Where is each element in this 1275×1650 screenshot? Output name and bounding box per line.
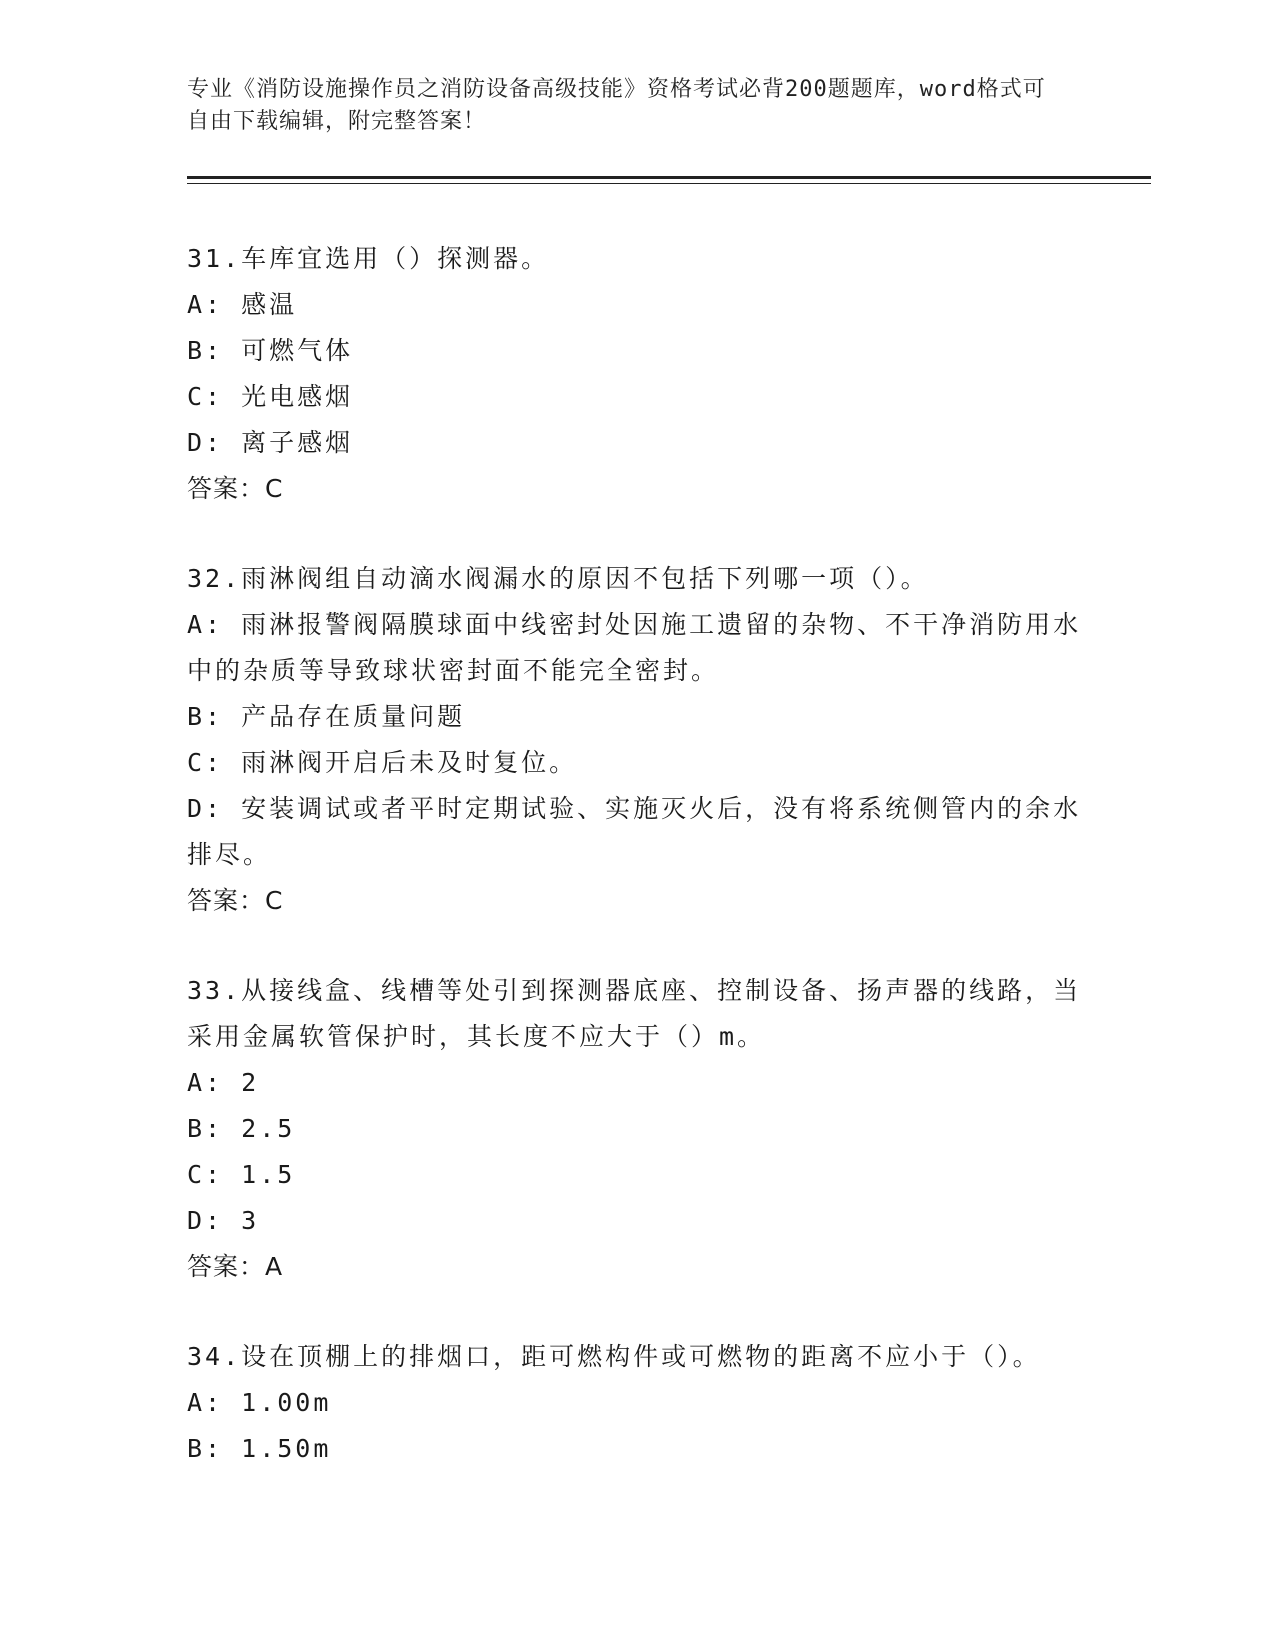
- question-stem: 34.设在顶棚上的排烟口，距可燃构件或可燃物的距离不应小于（）。: [187, 1342, 1041, 1371]
- option-a: A: 1.00m: [187, 1388, 332, 1417]
- option-a: A: 感温: [187, 290, 298, 319]
- question-33: [187, 968, 1087, 1290]
- option-b: B: 2.5: [187, 1114, 296, 1143]
- answer: 答案：C: [187, 474, 284, 503]
- question-list: [187, 236, 1087, 1516]
- answer: 答案：A: [187, 1252, 284, 1281]
- option-c: C: 光电感烟: [187, 382, 354, 411]
- header-divider-thin: [187, 183, 1151, 184]
- option-a: A: 雨淋报警阀隔膜球面中线密封处因施工遗留的杂物、不干净消防用水中的杂质等导致球状密封面不能完全密封。: [187, 610, 1082, 685]
- question-stem: 33.从接线盒、线槽等处引到探测器底座、控制设备、扬声器的线路，当采用金属软管保护时，其长度不应大于（）m。: [187, 976, 1082, 1051]
- option-a: A: 2: [187, 1068, 260, 1097]
- question-stem: 32.雨淋阀组自动滴水阀漏水的原因不包括下列哪一项（）。: [187, 564, 929, 593]
- question-stem: 31.车库宜选用（）探测器。: [187, 244, 550, 273]
- option-c: C: 雨淋阀开启后未及时复位。: [187, 748, 578, 777]
- question-32: [187, 556, 1087, 924]
- document-header: 专业《消防设施操作员之消防设备高级技能》资格考试必背200题题库，word格式可自由下载编辑，附完整答案！: [187, 77, 1046, 134]
- option-d: D: 安装调试或者平时定期试验、实施灭火后，没有将系统侧管内的余水排尽。: [187, 794, 1082, 869]
- option-b: B: 产品存在质量问题: [187, 702, 466, 731]
- answer: 答案：C: [187, 886, 284, 915]
- header-divider-thick: [187, 176, 1151, 179]
- question-34: [187, 1334, 1087, 1472]
- option-c: C: 1.5: [187, 1160, 296, 1189]
- option-d: D: 离子感烟: [187, 428, 354, 457]
- question-31: [187, 236, 1087, 512]
- option-b: B: 可燃气体: [187, 336, 354, 365]
- option-d: D: 3: [187, 1206, 260, 1235]
- option-b: B: 1.50m: [187, 1434, 332, 1463]
